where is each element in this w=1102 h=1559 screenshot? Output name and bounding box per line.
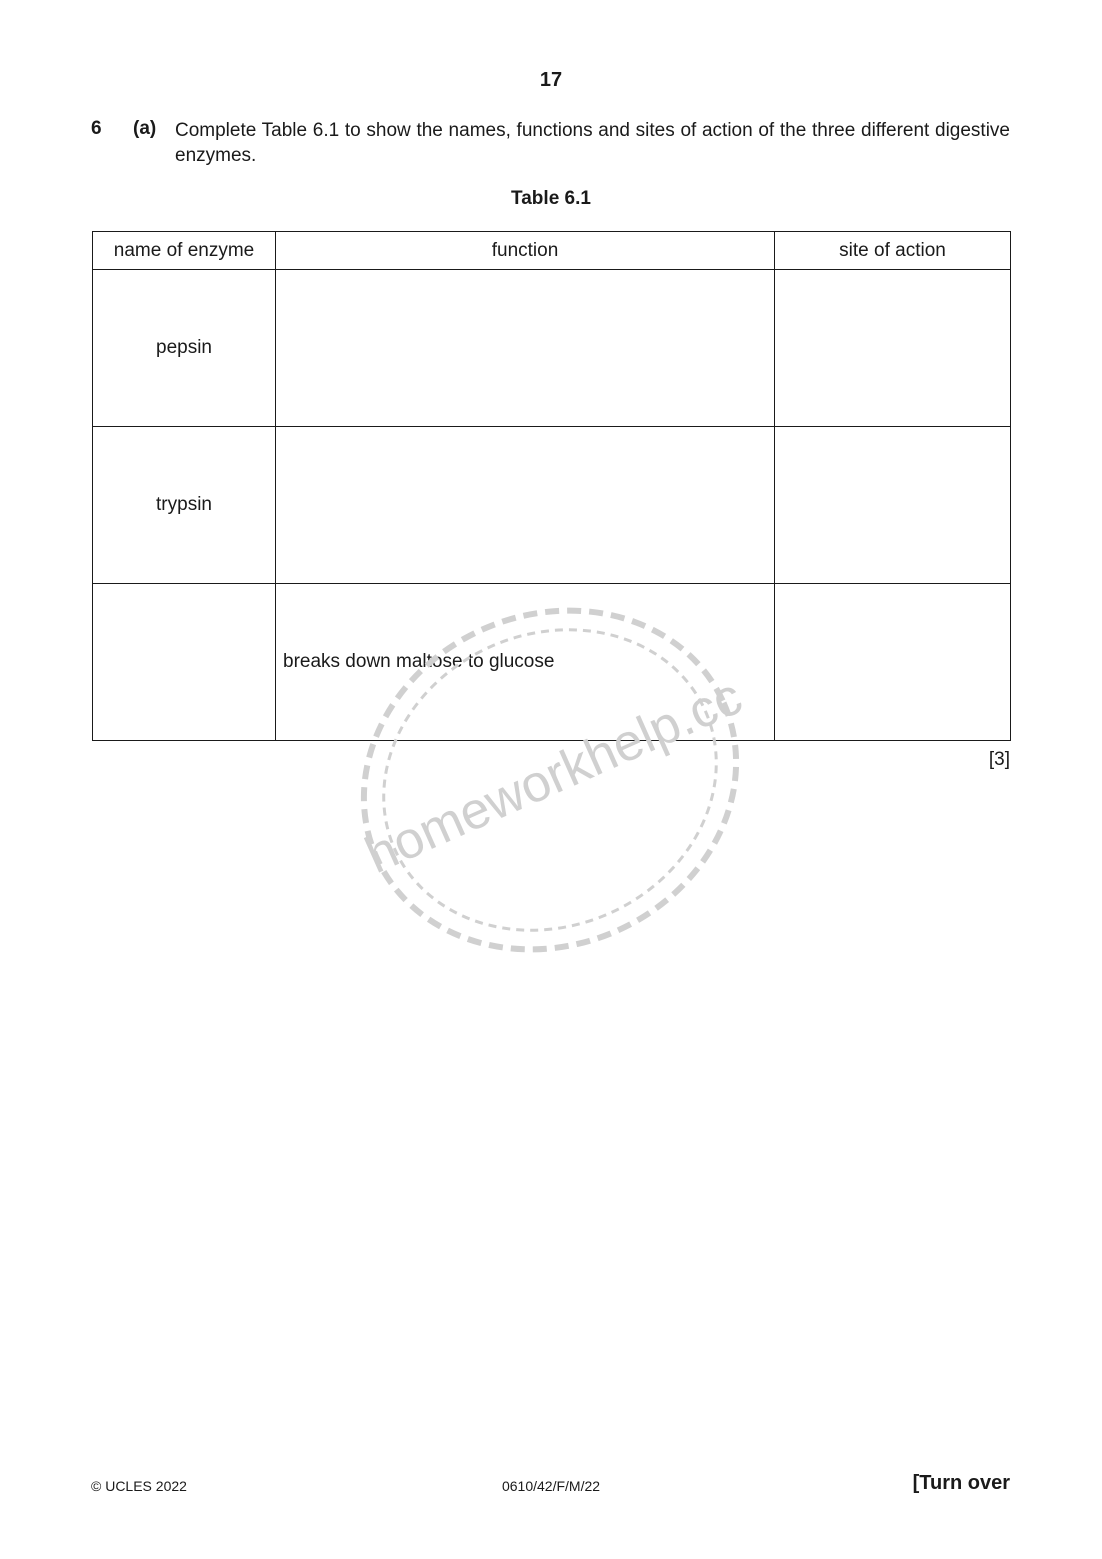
question-part: (a) bbox=[133, 118, 157, 139]
table-header-row bbox=[93, 232, 1011, 270]
table-row bbox=[93, 270, 1011, 427]
function-answer-cell[interactable] bbox=[276, 270, 775, 427]
enzyme-table bbox=[92, 231, 1011, 741]
table-row bbox=[93, 427, 1011, 584]
page-number: 17 bbox=[539, 69, 563, 91]
footer-paper-code: 0610/42/F/M/22 bbox=[501, 1478, 601, 1494]
header-name-of-enzyme: name of enzyme bbox=[93, 232, 276, 270]
question-text: Complete Table 6.1 to show the names, functions and sites of action of the three different digestive enzymes. bbox=[175, 120, 1010, 166]
enzyme-name-answer-cell[interactable] bbox=[93, 584, 276, 741]
table-row bbox=[93, 584, 1011, 741]
enzyme-name-cell: trypsin bbox=[93, 427, 276, 584]
site-answer-cell[interactable] bbox=[775, 584, 1011, 741]
header-site-of-action: site of action bbox=[775, 232, 1011, 270]
watermark-text: homeworkhelp.cc bbox=[357, 667, 751, 885]
footer-copyright: © UCLES 2022 bbox=[91, 1478, 187, 1494]
footer-turn-over: [Turn over bbox=[912, 1472, 1010, 1494]
table-caption: Table 6.1 bbox=[511, 188, 591, 209]
enzyme-name-cell: pepsin bbox=[93, 270, 276, 427]
site-answer-cell[interactable] bbox=[775, 270, 1011, 427]
question-number: 6 bbox=[91, 118, 102, 139]
site-answer-cell[interactable] bbox=[775, 427, 1011, 584]
header-function: function bbox=[276, 232, 775, 270]
function-answer-cell[interactable] bbox=[276, 427, 775, 584]
function-cell: breaks down maltose to glucose bbox=[276, 584, 775, 741]
marks-label: [3] bbox=[988, 749, 1010, 770]
